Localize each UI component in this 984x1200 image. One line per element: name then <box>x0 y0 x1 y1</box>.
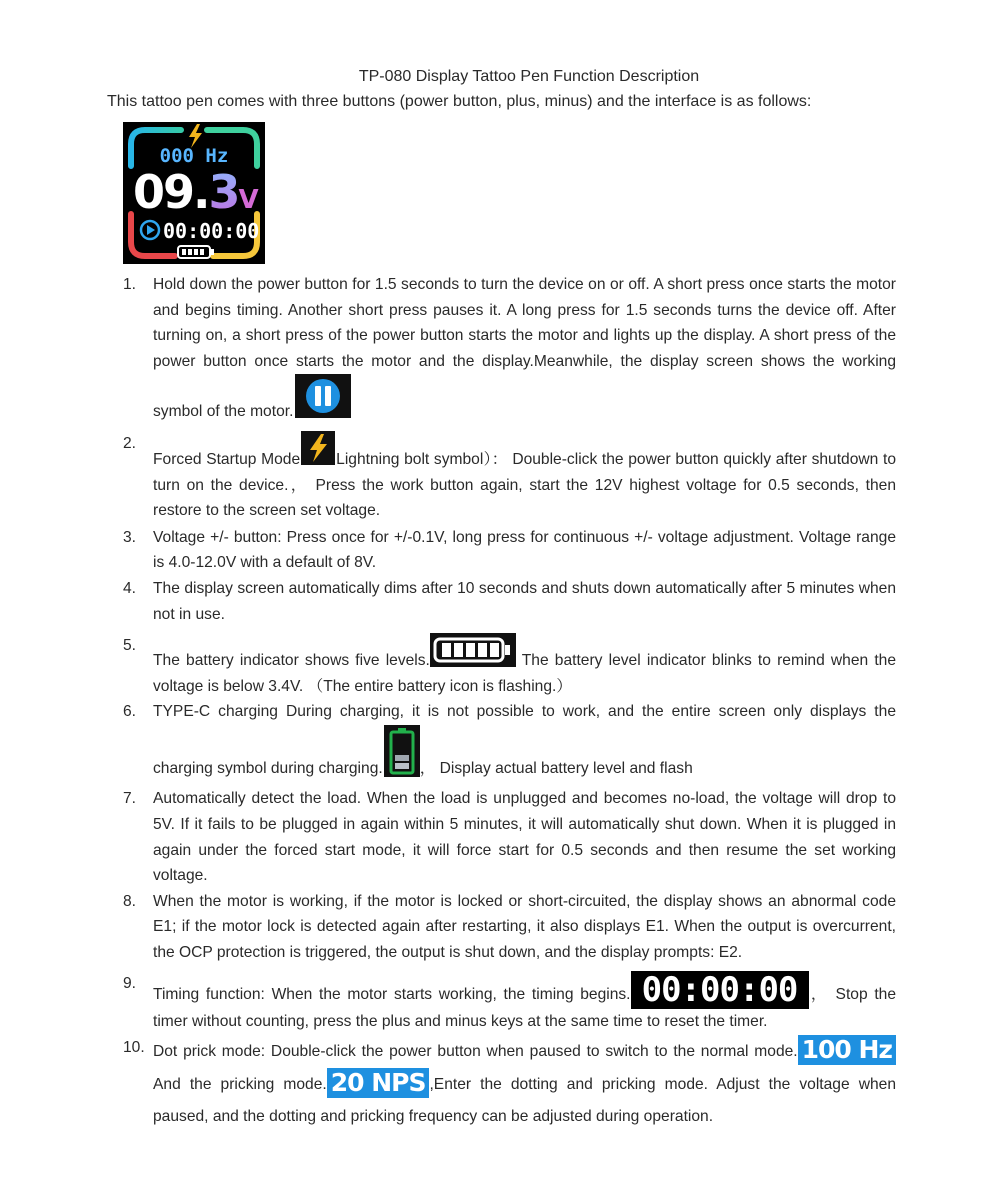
function-list <box>123 272 896 1133</box>
list-item-9: 9. Timing function: When the motor starts working, the timing begins. 00:00:00 ， Stop the timer without counting, press the plus and minus keys at the same time to reset the timer. <box>123 970 897 1031</box>
device-screen <box>123 122 265 264</box>
voltage-readout: 09.3V <box>133 165 257 219</box>
list-item-10: 10. Dot prick mode: Double-click the power button when paused to switch to the normal mode. 100 HzAnd the pricking mode. 20 NPS ,Enter the dotting and pricking mode. Adjust the voltage when paused, and the dotting and pricking frequency can be adjusted during operation. <box>123 1035 897 1126</box>
timer-readout: 00:00:00 <box>163 219 260 243</box>
document-title: TP-080 Display Tattoo Pen Function Description <box>358 68 700 85</box>
list-item-1: 1. Hold down the power button for 1.5 seconds to turn the device on or off. A short press once starts the motor and begins timing. Another short press pauses it. A long press for 1.5 seconds turns the device off. After turning on, a short press of the power button starts the motor and lights up the display. A short press of the power button once starts the motor and the display.Meanwhile, the display screen shows the working symbol of the motor. <box>123 276 896 421</box>
lightning-bolt-icon <box>301 431 335 465</box>
timer-display-icon: 00:00:00 <box>631 971 809 1009</box>
list-item-6: 6. TYPE-C charging During charging, it is not possible to work, and the entire screen only displays the charging symbol during charging. ， Display actual battery level and flash <box>123 703 896 778</box>
battery-levels-icon <box>430 633 516 667</box>
nps-mode-icon: 20 NPS <box>327 1068 430 1098</box>
list-item-8: 8. When the motor is working, if the motor is locked or short-circuited, the display shows an abnormal code E1; if the motor lock is detected again after restarting, it also displays E1. When the output is overcurrent, the OCP protection is triggered, the output is shut down, and the display prompts: E2. <box>123 892 896 961</box>
list-item-3: 3. Voltage +/- button: Press once for +/-0.1V, long press for continuous +/- voltage adjustment. Voltage range is 4.0-12.0V with a default of 8V. <box>123 528 896 572</box>
intro-text: This tattoo pen comes with three buttons (power button, plus, minus) and the interface is as follows: <box>107 93 812 110</box>
battery-icon <box>178 246 214 258</box>
hz-mode-icon: 100 Hz <box>798 1035 896 1065</box>
list-item-7: 7. Automatically detect the load. When the load is unplugged and becomes no-load, the voltage will drop to 5V. If it fails to be plugged in again within 5 minutes, it will automatically shut down. When it is plugged in again under the forced start mode, it will force start for 0.5 seconds and then resume the set working voltage. <box>123 790 896 885</box>
pause-motor-icon <box>295 374 351 418</box>
frequency-readout: 000 Hz <box>159 145 229 167</box>
list-item-5: 5. The battery indicator shows five levels. The battery level indicator blinks to remind when the voltage is below 3.4V. （The entire battery icon is flashing.） <box>123 633 896 699</box>
list-item-2: 2. Forced Startup Mode Lightning bolt symbol）： Double-click the power button quickly after shutdown to turn on the device.， Press the work button again, start the 12V highest voltage for 0.5 seconds, then restore to the screen set voltage. <box>123 431 896 524</box>
list-item-4: 4. The display screen automatically dims after 10 seconds and shuts down automatically after 5 minutes when not in use. <box>123 579 896 623</box>
charging-battery-icon <box>384 725 420 777</box>
